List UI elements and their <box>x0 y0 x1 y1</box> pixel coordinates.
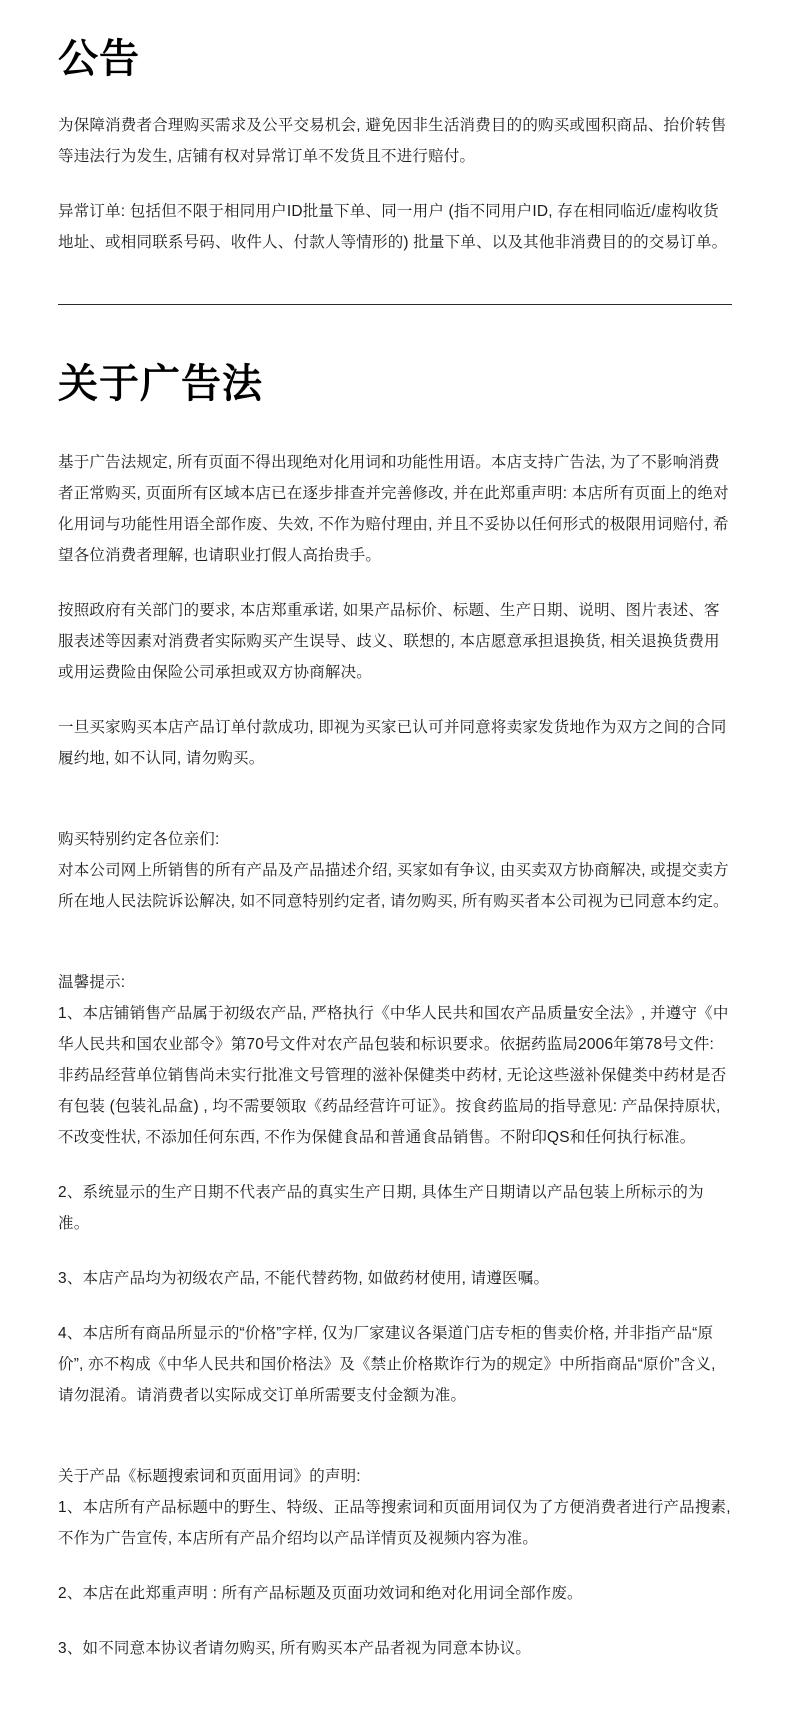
advertising-law-paragraph-2: 按照政府有关部门的要求, 本店郑重承诺, 如果产品标价、标题、生产日期、说明、图片表述、客服表述等因素对消费者实际购买产生误导、歧义、联想的, 本店愿意承担退换货, 相关退换货费用或用运费险由保险公司承担或双方协商解决。 <box>58 602 720 681</box>
advertising-law-paragraph-1: 基于广告法规定, 所有页面不得出现绝对化用词和功能性用语。本店支持广告法, 为了不影响消费者正常购买, 页面所有区域本店已在逐步排查并完善修改, 并在此郑重声明: 本店所有页面上的绝对化用词与功能性用语全部作废、失效, 不作为赔付理由, 并且不妥协以任何形式的极限用词赔付, 希望各位消费者理解, 也请职业打假人高抬贵手。 <box>58 454 729 564</box>
advertising-law-title: 关于广告法 <box>58 362 263 406</box>
announcement-paragraph-2: 异常订单: 包括但不限于相同用户ID批量下单、同一用户 (指不同用户ID, 存在相同临近/虚构收货地址、或相同联系号码、收件人、付款人等情形的) 批量下单、以及其他非消费目的的交易订单。 <box>58 203 728 251</box>
title-keyword-statement-block <box>58 1461 732 1554</box>
title-keyword-statement-item-3: 3、如不同意本协议者请勿购买, 所有购买本产品者视为同意本协议。 <box>58 1640 532 1657</box>
warm-tips-item-2: 2、系统显示的生产日期不代表产品的真实生产日期, 具体生产日期请以产品包装上所标示的为准。 <box>58 1184 704 1232</box>
warm-tips-item-1: 1、本店铺销售产品属于初级农产品, 严格执行《中华人民共和国农产品质量安全法》, 并遵守《中华人民共和国农业部令》第70号文件对农产品包装和标识要求。依据药监局2006年第78号文件: 非药品经营单位销售尚未实行批准文号管理的滋补保健类中药材, 无论这些滋补保健类中药材是否有包装 (包装礼品盒) , 均不需要领取《药品经营许可证》。按食药监局的指导意见: 产品保持原状, 不改变性状, 不添加任何东西, 不作为保健食品和普通食品销售。不附印QS和任何执行标准。 <box>58 1005 729 1146</box>
title-keyword-statement-heading: 关于产品《标题搜索词和页面用词》的声明: <box>58 1468 361 1485</box>
warm-tips-heading: 温馨提示: <box>58 974 126 991</box>
spacer-before-tips <box>58 941 732 967</box>
title-keyword-statement-item-2: 2、本店在此郑重声明 : 所有产品标题及页面功效词和绝对化用词全部作废。 <box>58 1585 583 1602</box>
announcement-title: 公告 <box>58 37 140 81</box>
section-divider <box>58 304 732 305</box>
announcement-paragraph-1: 为保障消费者合理购买需求及公平交易机会, 避免因非生活消费目的的购买或囤积商品、抬价转售等违法行为发生, 店铺有权对异常订单不发货且不进行赔付。 <box>58 117 727 165</box>
spacer-before-statement <box>58 1435 732 1461</box>
warm-tips-item-3: 3、本店产品均为初级农产品, 不能代替药物, 如做药材使用, 请遵医嘱。 <box>58 1270 550 1287</box>
warm-tips-item-4: 4、本店所有商品所显示的“价格”字样, 仅为厂家建议各渠道门店专柜的售卖价格, 并非指产品“原价”, 亦不构成《中华人民共和国价格法》及《禁止价格欺诈行为的规定》中所指商品“原价”含义, 请勿混淆。请消费者以实际成交订单所需要支付金额为准。 <box>58 1325 716 1404</box>
purchase-agreement-heading: 购买特别约定各位亲们: <box>58 831 220 848</box>
title-keyword-statement-item-1: 1、本店所有产品标题中的野生、特级、正品等搜索词和页面用词仅为了方便消费者进行产品搜素, 不作为广告宣传, 本店所有产品介绍均以产品详情页及视频内容为准。 <box>58 1499 731 1547</box>
warm-tips-block <box>58 967 732 1153</box>
spacer-before-agreement <box>58 798 732 824</box>
advertising-law-paragraph-3: 一旦买家购买本店产品订单付款成功, 即视为买家已认可并同意将卖家发货地作为双方之间的合同履约地, 如不认同, 请勿购买。 <box>58 719 727 767</box>
purchase-agreement-body: 对本公司网上所销售的所有产品及产品描述介绍, 买家如有争议, 由买卖双方协商解决, 或提交卖方所在地人民法院诉讼解决, 如不同意特别约定者, 请勿购买, 所有购买者本公司视为已同意本约定。 <box>58 862 729 910</box>
purchase-agreement-block <box>58 824 732 917</box>
